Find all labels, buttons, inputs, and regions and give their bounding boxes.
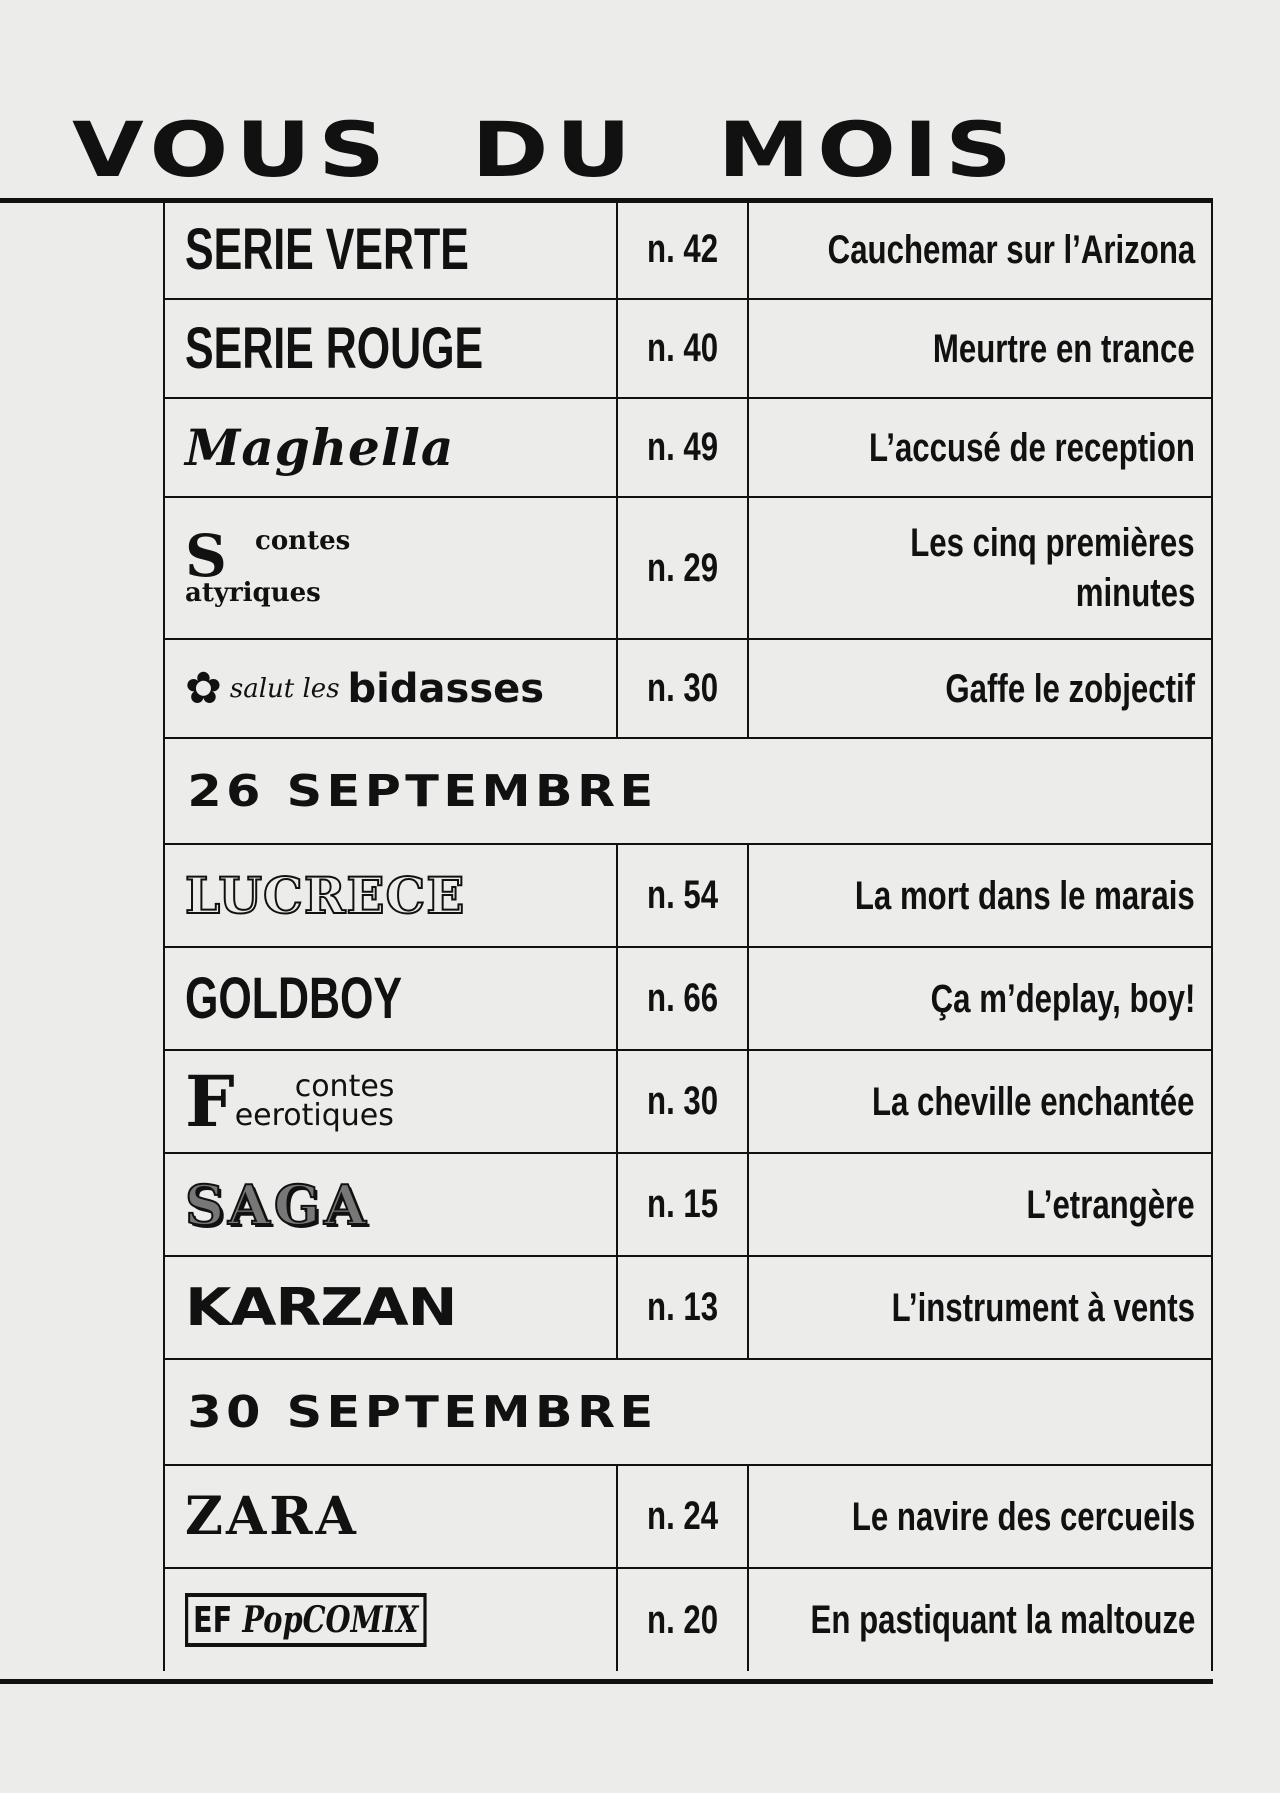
issue-title: Les cinq premières minutes <box>749 498 1213 638</box>
issue-title: La mort dans le marais <box>749 845 1213 946</box>
issue-number: n. 66 <box>618 948 749 1049</box>
issue-number: n. 29 <box>618 498 749 638</box>
issue-title: Cauchemar sur l’Arizona <box>749 201 1213 298</box>
issue-number: n. 13 <box>618 1257 749 1358</box>
date-header: 30 SEPTEMBRE <box>163 1360 1213 1466</box>
issue-title: En pastiquant la maltouze <box>749 1569 1213 1671</box>
table-row <box>163 1051 1213 1154</box>
series-logo-ef-popcomix: EF PopCOMIX <box>163 1569 618 1671</box>
page-title: VOUS DU MOIS <box>72 105 1020 194</box>
series-logo-zara: ZARA <box>163 1466 618 1567</box>
series-logo-karzan: KARZAN <box>163 1257 618 1358</box>
issue-title: L’etrangère <box>749 1154 1213 1255</box>
issue-title: L’instrument à vents <box>749 1257 1213 1358</box>
release-table <box>163 201 1213 1671</box>
issue-number: n. 30 <box>618 1051 749 1152</box>
issue-title: Meurtre en trance <box>749 300 1213 397</box>
issue-number: n. 30 <box>618 640 749 737</box>
issue-title: L’accusé de reception <box>749 399 1213 496</box>
series-logo-maghella: Maghella <box>163 399 618 496</box>
issue-number: n. 15 <box>618 1154 749 1255</box>
table-row <box>163 640 1213 739</box>
series-logo-saga: SAGA <box>163 1154 618 1255</box>
series-logo-salut-les-bidasses: ✿ salut les bidasses <box>163 640 618 737</box>
issue-number: n. 24 <box>618 1466 749 1567</box>
issue-title: La cheville enchantée <box>749 1051 1213 1152</box>
table-row <box>163 845 1213 948</box>
table-row <box>163 1466 1213 1569</box>
table-row <box>163 1154 1213 1257</box>
series-logo-lucrece: LUCRECE <box>163 845 618 946</box>
issue-number: n. 40 <box>618 300 749 397</box>
issue-title: Gaffe le zobjectif <box>749 640 1213 737</box>
series-name: GOLDBOY <box>163 948 618 1049</box>
issue-number: n. 20 <box>618 1569 749 1671</box>
table-row <box>163 300 1213 399</box>
table-row <box>163 1257 1213 1360</box>
series-name: SERIE ROUGE <box>163 300 618 397</box>
table-row <box>163 399 1213 498</box>
table-row <box>163 498 1213 640</box>
date-header: 26 SEPTEMBRE <box>163 739 1213 845</box>
issue-title: Ça m’deplay, boy! <box>749 948 1213 1049</box>
issue-number: n. 54 <box>618 845 749 946</box>
issue-number: n. 49 <box>618 399 749 496</box>
series-logo-contes-feerotiques: F contes eerotiques <box>163 1051 618 1152</box>
table-row <box>163 948 1213 1051</box>
bottom-rule <box>0 1679 1213 1684</box>
series-logo-contes-satyriques: S contes atyriques <box>163 498 618 638</box>
table-row <box>163 201 1213 300</box>
table-row <box>163 1569 1213 1671</box>
issue-number: n. 42 <box>618 201 749 298</box>
issue-title: Le navire des cercueils <box>749 1466 1213 1567</box>
series-name: SERIE VERTE <box>163 201 618 298</box>
flower-icon: ✿ <box>185 664 222 713</box>
